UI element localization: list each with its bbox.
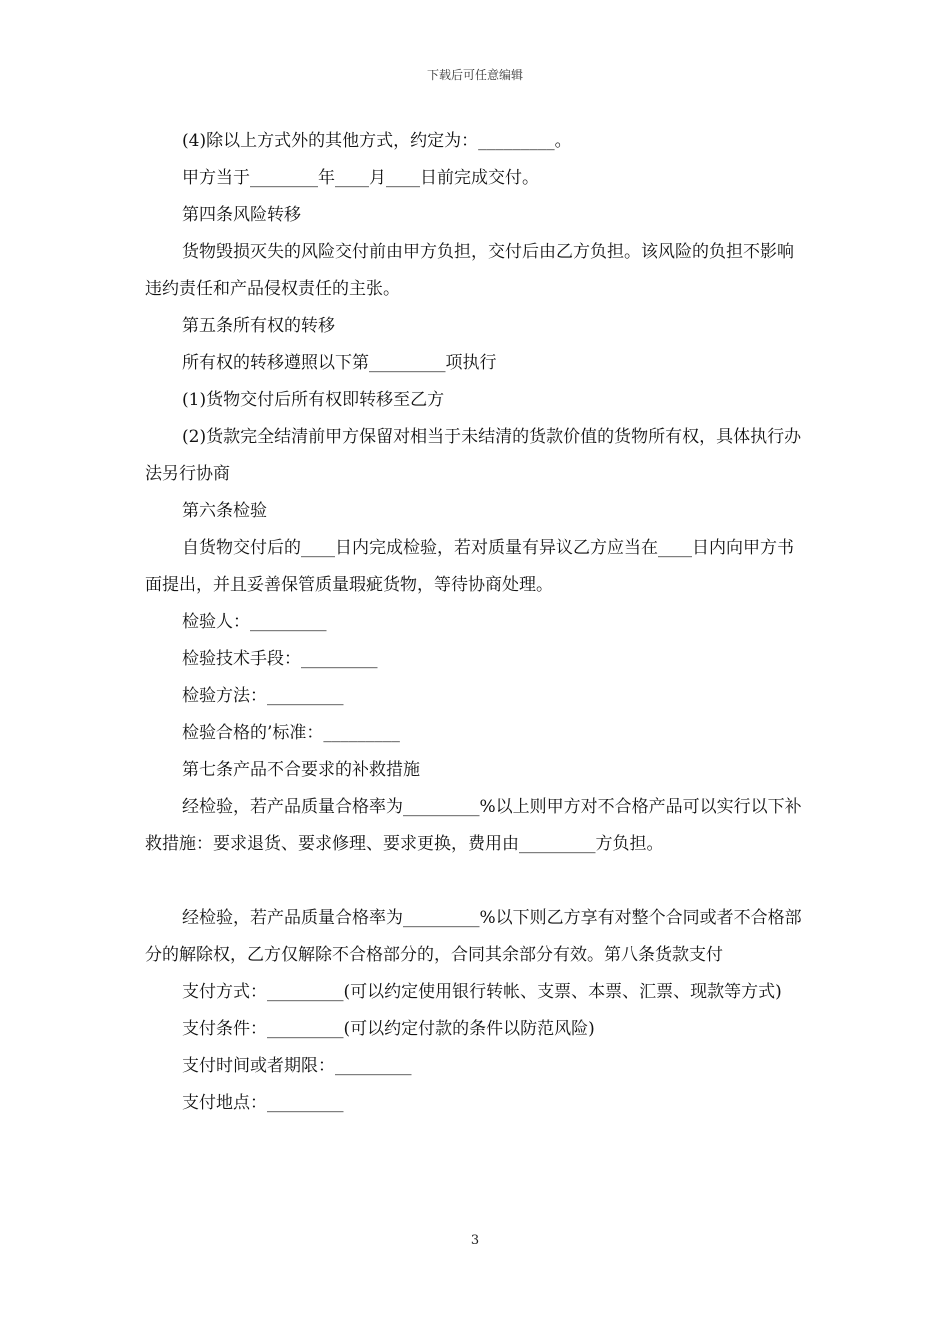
ownership-option: 所有权的转移遵照以下第_________项执行 (182, 353, 497, 373)
article-7-heading: 第七条产品不合要求的补救措施 (182, 760, 420, 780)
delivery-deadline: 甲方当于________年____月____日前完成交付。 (182, 168, 539, 188)
article-4-heading: 第四条风险转移 (182, 205, 301, 225)
article-6-heading: 第六条检验 (182, 501, 267, 521)
delivery-method-4: (4)除以上方式外的其他方式，约定为：_________。 (182, 131, 572, 151)
remedy-paragraph: 经检验，若产品质量合格率为_________%以上则甲方对不合格产品可以实行以下补救措施：要求退货、要求修理、要求更换，费用由_________方负担。 (145, 797, 802, 854)
inspection-technique-field: 检验技术手段：_________ (182, 649, 378, 669)
document-body (145, 123, 810, 1122)
ownership-item-2: (2)货款完全结清前甲方保留对相当于未结清的货款价值的货物所有权，具体执行办法另行协商 (145, 427, 802, 484)
payment-condition-field: 支付条件：_________(可以约定付款的条件以防范风险) (182, 1019, 595, 1039)
payment-time-field: 支付时间或者期限：_________ (182, 1056, 412, 1076)
inspection-paragraph: 自货物交付后的____日内完成检验，若对质量有异议乙方应当在____日内向甲方书面提出，并且妥善保管质量瑕疵货物，等待协商处理。 (145, 538, 794, 595)
page-header: 下载后可任意编辑 (426, 68, 523, 82)
payment-place-field: 支付地点：_________ (182, 1093, 344, 1113)
article-5-heading: 第五条所有权的转移 (182, 316, 335, 336)
inspection-standard-field: 检验合格的’标准：_________ (182, 723, 400, 743)
ownership-item-1: (1)货物交付后所有权即转移至乙方 (182, 390, 445, 410)
inspection-method-field: 检验方法：_________ (182, 686, 344, 706)
payment-method-field: 支付方式：_________(可以约定使用银行转帐、支票、本票、汇票、现款等方式) (182, 982, 782, 1002)
risk-transfer-paragraph: 货物毁损灭失的风险交付前由甲方负担，交付后由乙方负担。该风险的负担不影响违约责任和产品侵权责任的主张。 (145, 242, 794, 299)
page-number: 3 (470, 1233, 480, 1248)
termination-paragraph: 经检验，若产品质量合格率为_________%以下则乙方享有对整个合同或者不合格部分的解除权，乙方仅解除不合格部分的，合同其余部分有效。第八条货款支付 (145, 908, 802, 965)
inspector-field: 检验人：_________ (182, 612, 327, 632)
paragraph-gap (145, 863, 810, 900)
